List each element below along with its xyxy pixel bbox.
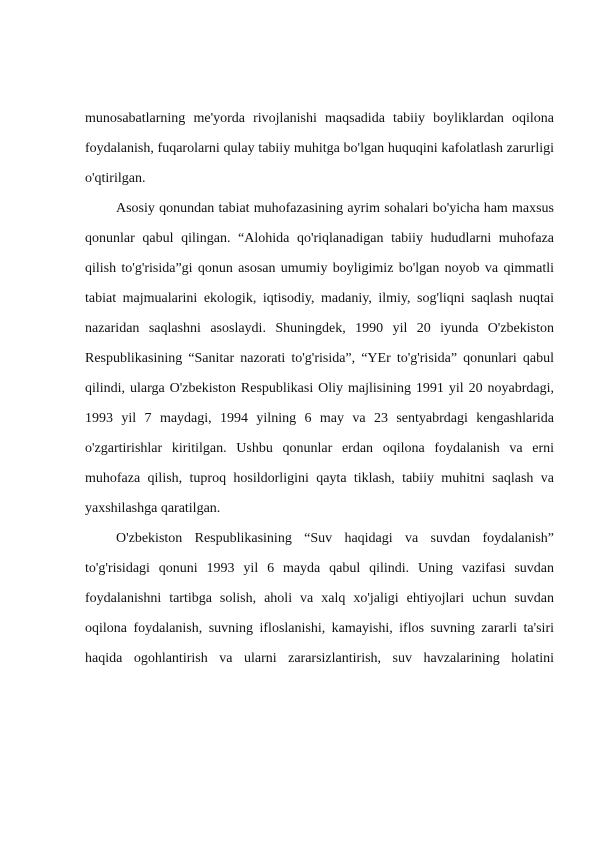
paragraph-3: O'zbekiston Respublikasining “Suv haqidagi va suvdan foydalanish” to'g'risidagi qonuni 1993 yil 6 mayda qabul qilindi. Uning vazifasi suvdan foydalanishni tartibga solish, aholi va xalq xo'jaligi ehtiyojlari uchun suvdan oqilona foydalanish, suvning ifloslanishi, kamayishi, iflos suvning zararli ta'siri haqida ogohlantirish va ularni zararsizlantirish, suv havzalarining holatini: [85, 531, 554, 666]
paragraph-2: Asosiy qonundan tabiat muhofazasining ayrim sohalari bo'yicha ham maxsus qonunlar qabul qilingan. “Alohida qo'riqlanadigan tabiiy hududlarni muhofaza qilish to'g'risida”gi qonun asosan umumiy boyligimiz bo'lgan noyob va qimmatli tabiat majmualarini ekologik, iqtisodiy, madaniy, ilmiy, sog'liqni saqlash nuqtai nazaridan saqlashni asoslaydi. Shuningdek, 1990 yil 20 iyunda O'zbekiston Respublikasining “Sanitar nazorati to'g'risida”, “YEr to'g'risida” qonunlari qabul qilindi, ularga O'zbekiston Respublikasi Oliy majlisining 1991 yil 20 noyabrdagi, 1993 yil 7 maydagi, 1994 yilning 6 may va 23 sentyabrdagi kengashlarida o'zgartirishlar kiritilgan. Ushbu qonunlar erdan oqilona foydalanish va erni muhofaza qilish, tuproq hosildorligini qayta tiklash, tabiiy muhitni saqlash va yaxshilashga qaratilgan.: [85, 201, 554, 516]
paragraph-1: munosabatlarning me'yorda rivojlanishi maqsadida tabiiy boyliklardan oqilona foydalanish, fuqarolarni qulay tabiiy muhitga bo'lgan huquqini kafolatlash zarurligi o'qtirilgan.: [85, 111, 554, 186]
document-body: [85, 104, 554, 674]
